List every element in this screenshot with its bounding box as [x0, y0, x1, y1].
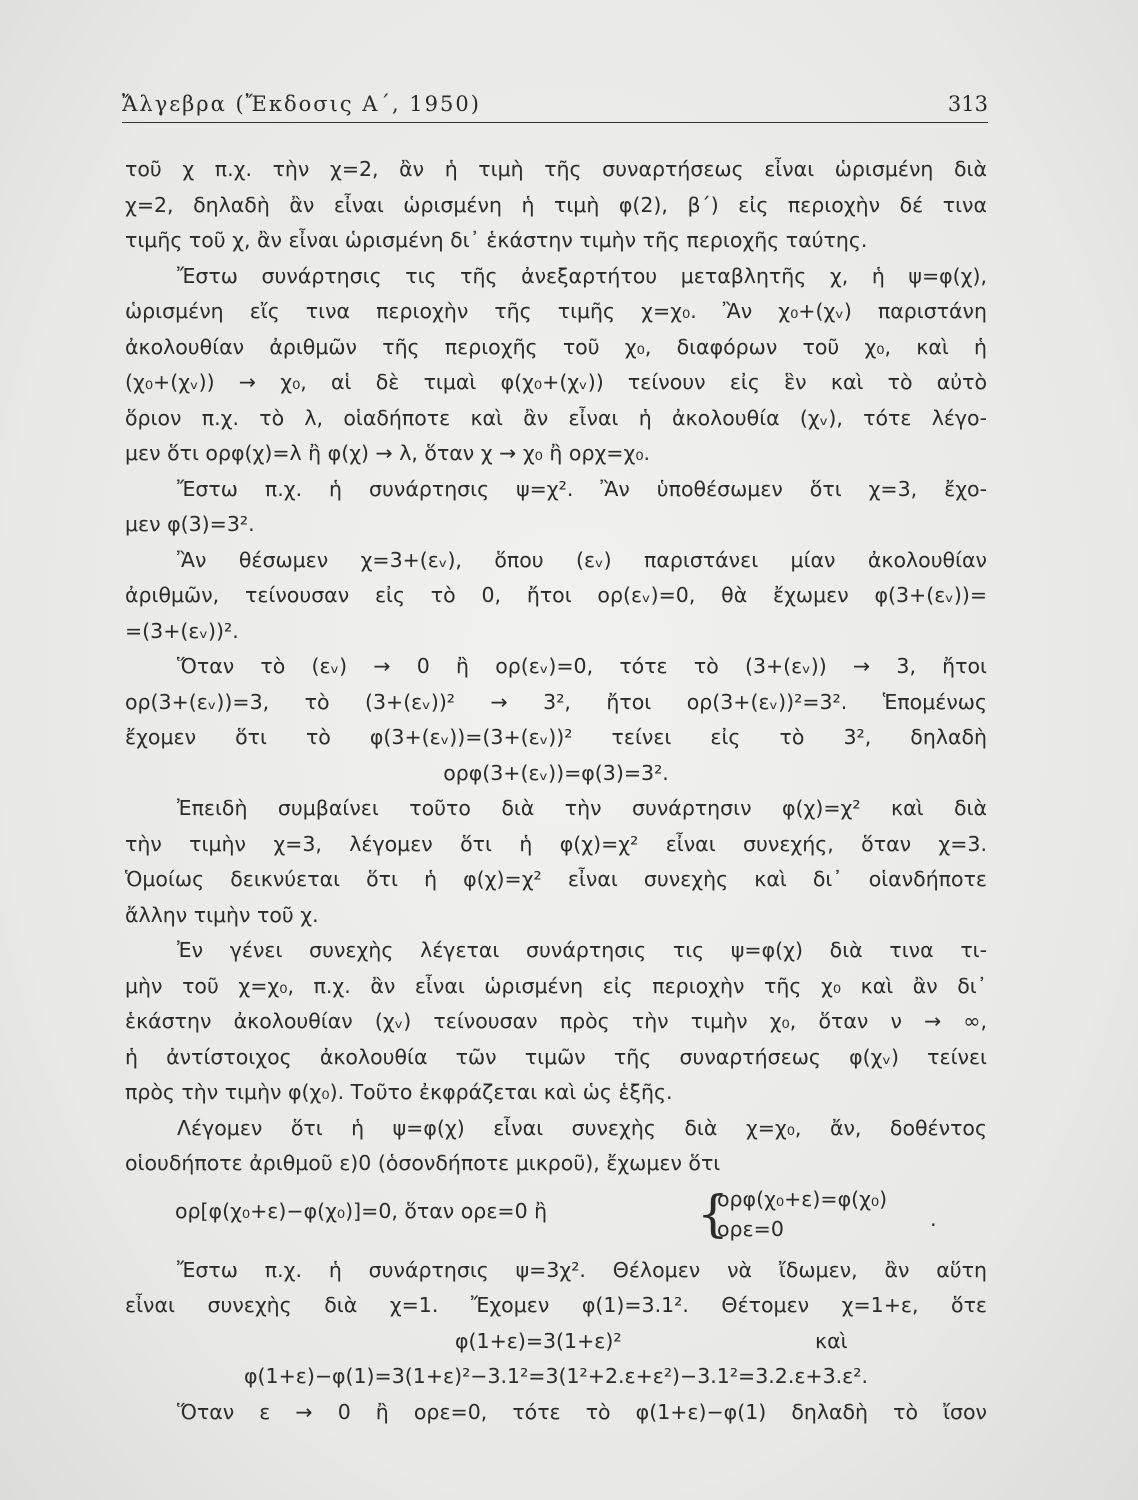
text-line: εἶναι συνεχὴς διὰ χ=1. Ἔχομεν φ(1)=3.1². Θέτομεν χ=1+ε, ὅτε [125, 1293, 987, 1317]
formula-case-2: ορε=0 [717, 1216, 784, 1241]
text-line: τοῦ χ π.χ. τὴν χ=2, ἂν ἡ τιμὴ τῆς συναρτήσεως εἶναι ὡρισμένη διὰ [125, 157, 987, 181]
text-line: Ὅταν τὸ (εᵥ) → 0 ἢ ορ(εᵥ)=0, τότε τὸ (3+(εᵥ)) → 3, ἤτοι [177, 654, 987, 678]
display-equation: φ(1+ε)−φ(1)=3(1+ε)²−3.1²=3(1²+2.ε+ε²)−3.1²=3.2.ε+3.ε². [244, 1364, 868, 1388]
text-line: χ=2, δηλαδὴ ἂν εἶναι ὡρισμένη ἡ τιμὴ φ(2), β΄) εἰς περιοχὴν δέ τινα [125, 192, 987, 217]
text-line: ἔχομεν ὅτι τὸ φ(3+(εᵥ))=(3+(εᵥ))² τείνει εἰς τὸ 3², δηλαδὴ [125, 725, 987, 749]
text-line: μεν φ(3)=3². [125, 512, 255, 536]
piecewise-formula [125, 1182, 987, 1253]
text-line: ἡ ἀντίστοιχος ἀκολουθία τῶν τιμῶν τῆς συναρτήσεως φ(χᵥ) τείνει [125, 1044, 987, 1069]
running-header [122, 92, 988, 123]
formula-period: . [930, 1206, 937, 1231]
text-line: μεν ὅτι ορφ(χ)=λ ἢ φ(χ) → λ, ὅταν χ → χ₀ ἢ ορχ=χ₀. [125, 441, 651, 465]
text-line: Ἐπειδὴ συμβαίνει τοῦτο διὰ τὴν συνάρτησιν φ(χ)=χ² καὶ διὰ [177, 796, 987, 820]
text-line: πρὸς τὴν τιμὴν φ(χ₀). Τοῦτο ἐκφράζεται καὶ ὡς ἑξῆς. [125, 1080, 673, 1104]
text-line: τιμῆς τοῦ χ, ἂν εἶναι ὡρισμένη δι᾽ ἑκάστην τιμὴν τῆς περιοχῆς ταύτης. [125, 228, 868, 252]
equation-row [125, 1324, 987, 1360]
text-line: Ἔστω π.χ. ἡ συνάρτησις ψ=3χ². Θέλομεν νὰ ἴδωμεν, ἂν αὕτη [177, 1257, 987, 1282]
equation: φ(1+ε)=3(1+ε)² [455, 1328, 622, 1353]
text-line: οἱουδήποτε ἀριθμοῦ ε)0 (ὁσονδήποτε μικροῦ), ἔχωμεν ὅτι [125, 1151, 721, 1175]
text-line: =(3+(εᵥ))². [125, 618, 239, 643]
text-line: ἄλλην τιμὴν τοῦ χ. [125, 902, 319, 927]
text-line: μὴν τοῦ χ=χ₀, π.χ. ἂν εἶναι ὡρισμένη εἰς περιοχὴν τῆς χ₀ καὶ ἂν δι᾽ [125, 973, 987, 998]
header-title: Ἄλγεβρα (Ἔκδοσις Α΄, 1950) [122, 92, 481, 116]
text-line: Ὅταν ε → 0 ἢ ορε=0, τότε τὸ φ(1+ε)−φ(1) δηλαδὴ τὸ ἴσον [177, 1399, 987, 1424]
conjunction: καὶ [815, 1328, 848, 1353]
text-line: Ἔστω συνάρτησις τις τῆς ἀνεξαρτήτου μεταβλητῆς χ, ἡ ψ=φ(χ), [177, 263, 987, 288]
formula-lhs: ορ[φ(χ₀+ε)−φ(χ₀)]=0, ὅταν ορε=0 ἢ [175, 1198, 548, 1223]
text-line: Λέγομεν ὅτι ἡ ψ=φ(χ) εἶναι συνεχὴς διὰ χ=χ₀, ἄν, δοθέντος [177, 1115, 987, 1140]
text-line: ἀκολουθίαν ἀριθμῶν τῆς περιοχῆς τοῦ χ₀, διαφόρων τοῦ χ₀, καὶ ἡ [125, 334, 987, 359]
left-brace: { [697, 1184, 729, 1243]
body-text [125, 152, 987, 1430]
text-line: ἀριθμῶν, τείνουσαν εἰς τὸ 0, ἤτοι ορ(εᵥ)=0, θὰ ἔχωμεν φ(3+(εᵥ))= [125, 583, 987, 607]
display-equation: ορφ(3+(εᵥ))=φ(3)=3². [443, 760, 669, 785]
text-line: Ἐν γένει συνεχὴς λέγεται συνάρτησις τις ψ=φ(χ) διὰ τινα τι- [177, 938, 987, 962]
text-line: ορ(3+(εᵥ))=3, τὸ (3+(εᵥ))² → 3², ἤτοι ορ(3+(εᵥ))²=3². Ἑπομένως [125, 689, 987, 714]
text-line: Ἔστω π.χ. ἡ συνάρτησις ψ=χ². Ἂν ὑποθέσωμεν ὅτι χ=3, ἔχο- [177, 476, 987, 501]
text-line: ὡρισμένη εἴς τινα περιοχὴν τῆς τιμῆς χ=χ₀. Ἂν χ₀+(χᵥ) παριστάνη [125, 299, 987, 323]
text-line: Ἂν θέσωμεν χ=3+(εᵥ), ὅπου (εᵥ) παριστάνει μίαν ἀκολουθίαν [177, 547, 987, 572]
formula-case-1: ορφ(χ₀+ε)=φ(χ₀) [717, 1186, 888, 1211]
text-line: τὴν τιμὴν χ=3, λέγομεν ὅτι ἡ φ(χ)=χ² εἶναι συνεχής, ὅταν χ=3. [125, 831, 987, 856]
text-line: Ὁμοίως δεικνύεται ὅτι ἡ φ(χ)=χ² εἶναι συνεχὴς καὶ δι᾽ οἱανδήποτε [125, 867, 987, 891]
text-line: (χ₀+(χᵥ)) → χ₀, αἱ δὲ τιμαὶ φ(χ₀+(χᵥ)) τείνουν εἰς ἓν καὶ τὸ αὐτὸ [125, 370, 987, 394]
text-line: ἑκάστην ἀκολουθίαν (χᵥ) τείνουσαν πρὸς τὴν τιμὴν χ₀, ὅταν ν → ∞, [125, 1009, 987, 1033]
page-number: 313 [947, 92, 988, 116]
text-line: ὅριον π.χ. τὸ λ, οἱαδήποτε καὶ ἂν εἶναι ἡ ἀκολουθία (χᵥ), τότε λέγο- [125, 405, 987, 430]
